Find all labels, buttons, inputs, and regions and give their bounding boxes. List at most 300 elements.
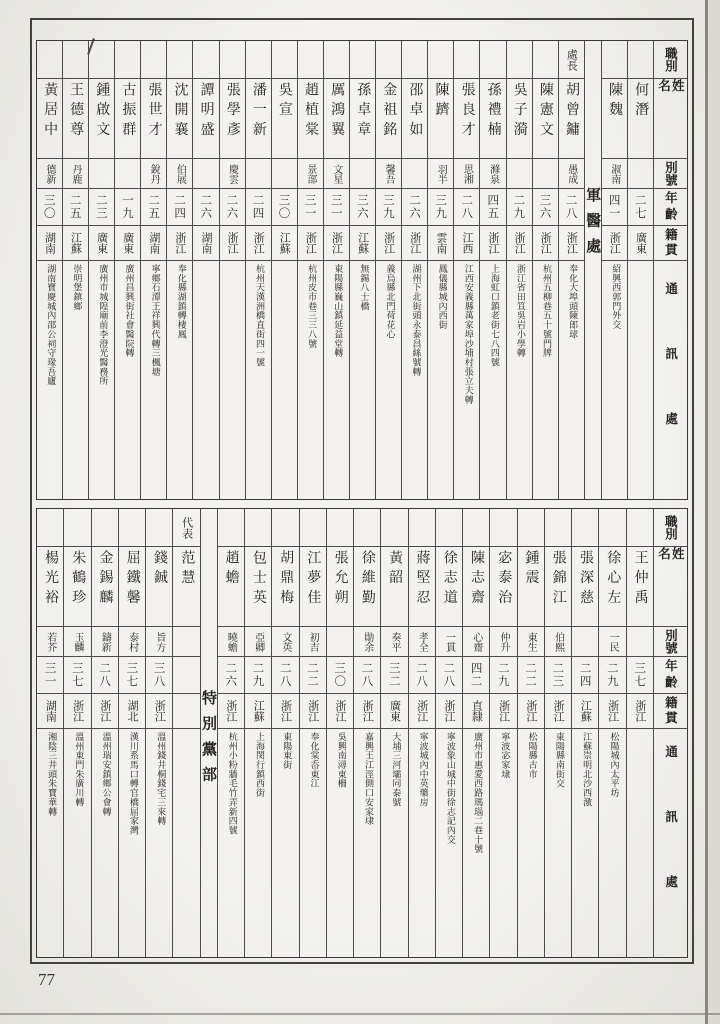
alias-cell: 一民	[599, 627, 625, 657]
origin-cell: 浙江	[92, 694, 118, 729]
address-cell: 東陽縣巍山鎮延益堂轉	[332, 264, 343, 358]
alias-cell	[402, 159, 427, 189]
person-column	[323, 41, 349, 499]
address-cell: 松陽縣古市	[526, 732, 537, 779]
role-cell	[490, 509, 516, 547]
person-column	[558, 41, 584, 499]
role-cell	[381, 509, 407, 547]
alias-cell	[533, 159, 558, 189]
name-cell: 張錦江	[545, 547, 571, 627]
name-cell: 蔣堅忍	[409, 547, 435, 627]
role-cell	[627, 509, 653, 547]
name-cell: 張允朔	[327, 547, 353, 627]
header-name-label: 姓名	[654, 547, 687, 627]
origin-cell: 浙江	[490, 694, 516, 729]
name-cell: 胡鼎梅	[272, 547, 298, 627]
alias-cell: 馨吾	[376, 159, 401, 189]
header-name-label: 姓名	[654, 79, 687, 159]
origin-cell: 浙江	[533, 226, 558, 261]
alias-cell: 羽半	[428, 159, 453, 189]
address-cell: 湘陰三井頭朱寶華轉	[46, 732, 57, 817]
address-cell: 廣州市惠愛西路瑪瑙二巷十號	[472, 732, 483, 854]
age-cell: 二四	[572, 657, 598, 694]
origin-cell: 浙江	[354, 694, 380, 729]
person-column	[349, 41, 375, 499]
alias-cell	[89, 159, 114, 189]
address-cell: 東陽東街	[281, 732, 292, 770]
age-cell: 三一	[324, 189, 349, 226]
age-cell: 二九	[599, 657, 625, 694]
name-cell: 張世才	[141, 79, 166, 159]
alias-cell	[115, 159, 140, 189]
age-cell: 三六	[533, 189, 558, 226]
role-cell	[350, 41, 375, 79]
person-column	[166, 41, 192, 499]
origin-cell: 浙江	[218, 694, 244, 729]
role-cell	[602, 41, 627, 79]
address-cell: 杭州皮市巷三三八號	[306, 264, 317, 349]
role-cell	[402, 41, 427, 79]
person-column	[326, 509, 353, 957]
name-cell: 厲鴻翼	[324, 79, 349, 159]
person-column	[91, 509, 118, 957]
alias-cell: 伯展	[167, 159, 192, 189]
address-cell: 杭州小粉牆毛竹弄新四號	[226, 732, 237, 835]
origin-cell: 直隸	[463, 694, 489, 729]
role-cell	[533, 41, 558, 79]
address-cell: 寧波宓家埭	[499, 732, 510, 779]
person-column	[479, 41, 505, 499]
top-roster-table	[36, 40, 688, 500]
address-cell	[272, 261, 297, 499]
role-cell	[436, 509, 462, 547]
age-cell: 三九	[428, 189, 453, 226]
alias-cell: 文英	[272, 627, 298, 657]
age-cell: 四二	[463, 657, 489, 694]
name-cell: 陳憲文	[533, 79, 558, 159]
section-divider	[200, 509, 217, 957]
address-cell: 寧波象山城中街徐志記內交	[444, 732, 455, 845]
scan-edge-pale-strip	[708, 0, 720, 1024]
address-cell: 杭州天漢洲橋直街四一號	[253, 264, 264, 367]
age-cell: 二八	[92, 657, 118, 694]
age-cell	[173, 657, 199, 694]
person-column	[380, 509, 407, 957]
role-cell	[37, 509, 63, 547]
address-cell	[193, 261, 218, 499]
age-cell: 三二	[381, 657, 407, 694]
alias-cell	[173, 627, 199, 657]
person-column	[145, 509, 172, 957]
address-cell: 溫州瑞安鎮鄉公會轉	[100, 732, 111, 817]
address-cell: 義烏縣北門荷花心	[384, 264, 395, 339]
name-cell: 江夢佳	[300, 547, 326, 627]
name-cell: 王仲禹	[627, 547, 653, 627]
name-cell: 陳躋	[428, 79, 453, 159]
alias-cell	[350, 159, 375, 189]
origin-cell: 浙江	[324, 226, 349, 261]
role-cell	[545, 509, 571, 547]
role-cell	[324, 41, 349, 79]
role-cell	[599, 509, 625, 547]
origin-cell: 浙江	[599, 694, 625, 729]
address-cell: 紹興西郭門外交	[610, 264, 621, 330]
role-cell	[572, 509, 598, 547]
name-cell: 張良才	[454, 79, 479, 159]
person-column	[408, 509, 435, 957]
origin-cell: 湖北	[119, 694, 145, 729]
age-cell: 四五	[480, 189, 505, 226]
role-cell	[409, 509, 435, 547]
alias-cell	[507, 159, 532, 189]
origin-cell: 廣東	[628, 226, 653, 261]
alias-cell: 景部	[298, 159, 323, 189]
origin-cell: 浙江	[545, 694, 571, 729]
name-cell: 孫禮楠	[480, 79, 505, 159]
section-label: 特別黨部	[200, 690, 218, 792]
header-origin-label: 籍貫	[654, 694, 687, 729]
person-column	[299, 509, 326, 957]
role-cell	[518, 509, 544, 547]
alias-cell: 東生	[518, 627, 544, 657]
header-address-label: 通訊處	[663, 281, 679, 477]
bottom-roster-table	[36, 508, 688, 958]
address-cell: 溫州東門朱廣川轉	[73, 732, 84, 807]
person-column	[217, 509, 244, 957]
name-cell: 鍾震	[518, 547, 544, 627]
origin-cell: 浙江	[272, 694, 298, 729]
origin-cell: 江蘇	[350, 226, 375, 261]
origin-cell: 浙江	[300, 694, 326, 729]
person-column	[271, 509, 298, 957]
age-cell: 三七	[627, 657, 653, 694]
scan-bottom-edge-line	[0, 1013, 720, 1015]
name-cell: 徐維勤	[354, 547, 380, 627]
address-cell: 江西安義縣萬家埠沙埔村張立夫轉	[462, 264, 473, 405]
age-cell: 三九	[376, 189, 401, 226]
person-column	[244, 509, 271, 957]
role-cell	[119, 509, 145, 547]
name-cell: 楊光裕	[37, 547, 63, 627]
name-cell: 吳子漪	[507, 79, 532, 159]
name-cell: 黃韶	[381, 547, 407, 627]
alias-cell: 泰村	[119, 627, 145, 657]
origin-cell: 浙江	[507, 226, 532, 261]
role-cell	[37, 41, 62, 79]
person-column	[353, 509, 380, 957]
person-column	[37, 509, 63, 957]
origin-cell: 廣東	[89, 226, 114, 261]
address-cell: 湖州下北街頭永泰昌絲號轉	[410, 264, 421, 377]
name-cell: 陳志齋	[463, 547, 489, 627]
role-cell	[141, 41, 166, 79]
alias-cell: 仲升	[490, 627, 516, 657]
header-age-label: 年齡	[654, 657, 687, 694]
origin-cell: 浙江	[559, 226, 584, 261]
role-cell	[193, 41, 218, 79]
age-cell: 二八	[409, 657, 435, 694]
alias-cell	[246, 159, 271, 189]
origin-cell: 江蘇	[63, 226, 88, 261]
name-cell: 金祖銘	[376, 79, 401, 159]
alias-cell: 初吉	[300, 627, 326, 657]
role-cell	[146, 509, 172, 547]
origin-cell: 浙江	[327, 694, 353, 729]
address-cell: 鳳儀縣城內西街	[436, 264, 447, 330]
address-cell: 漢川系馬口轉官橋屈家灣	[127, 732, 138, 835]
age-cell: 一九	[115, 189, 140, 226]
role-cell	[218, 509, 244, 547]
origin-cell: 廣東	[115, 226, 140, 261]
origin-cell: 浙江	[246, 226, 271, 261]
address-cell: 江蘇崇明北沙西激	[581, 732, 592, 807]
role-cell	[167, 41, 192, 79]
address-cell: 奉化大埠頭陳郎球	[567, 264, 578, 339]
page-number: 77	[38, 970, 55, 989]
origin-cell: 浙江	[436, 694, 462, 729]
origin-cell: 浙江	[480, 226, 505, 261]
role-cell	[454, 41, 479, 79]
header-age-label: 年齡	[654, 189, 687, 226]
age-cell: 二八	[454, 189, 479, 226]
age-cell: 二三	[545, 657, 571, 694]
origin-cell: 浙江	[146, 694, 172, 729]
person-column	[114, 41, 140, 499]
address-cell: 嘉興王江涇側口安家埭	[363, 732, 374, 826]
age-cell: 二九	[507, 189, 532, 226]
address-cell: 上海虹口鎮老街七八四號	[488, 264, 499, 367]
header-role-label: 職別	[654, 41, 687, 79]
alias-cell: 亞卿	[245, 627, 271, 657]
name-cell: 何潛	[628, 79, 653, 159]
origin-cell: 浙江	[602, 226, 627, 261]
header-alias-label: 別號	[654, 627, 687, 657]
age-cell: 二六	[193, 189, 218, 226]
alias-cell	[272, 159, 297, 189]
name-cell: 范慧	[173, 547, 199, 627]
alias-cell: 心齋	[463, 627, 489, 657]
role-cell	[92, 509, 118, 547]
origin-cell: 浙江	[376, 226, 401, 261]
person-column	[140, 41, 166, 499]
name-cell: 趙植棠	[298, 79, 323, 159]
person-column	[118, 509, 145, 957]
person-column	[192, 41, 218, 499]
age-cell: 二三	[89, 189, 114, 226]
alias-cell: 丹鹿	[63, 159, 88, 189]
origin-cell: 浙江	[220, 226, 245, 261]
person-column	[601, 41, 627, 499]
person-column	[435, 509, 462, 957]
name-cell: 孫卓章	[350, 79, 375, 159]
person-column	[172, 509, 199, 957]
origin-cell: 浙江	[402, 226, 427, 261]
person-column	[506, 41, 532, 499]
name-cell: 陳魏	[602, 79, 627, 159]
name-cell: 譚明盛	[193, 79, 218, 159]
role-cell	[298, 41, 323, 79]
role-cell	[354, 509, 380, 547]
age-cell: 二六	[218, 657, 244, 694]
origin-cell	[173, 694, 199, 729]
origin-cell: 浙江	[167, 226, 192, 261]
address-cell: 上海閔行鎮西街	[253, 732, 264, 798]
address-cell: 崇明堡鎮鄉	[71, 264, 82, 311]
origin-cell: 雲南	[428, 226, 453, 261]
alias-cell: 愚成	[559, 159, 584, 189]
person-column	[375, 41, 401, 499]
address-cell: 無錫八士橋	[358, 264, 369, 311]
header-origin-label: 籍貫	[654, 226, 687, 261]
name-cell: 金錫麟	[92, 547, 118, 627]
age-cell: 三六	[350, 189, 375, 226]
origin-cell: 浙江	[518, 694, 544, 729]
address-cell	[173, 729, 199, 957]
name-cell: 潘一新	[246, 79, 271, 159]
address-cell: 杭州五柳巷五十號門牌	[541, 264, 552, 358]
alias-cell: 奏平	[381, 627, 407, 657]
section-divider	[584, 41, 601, 499]
name-cell: 包士英	[245, 547, 271, 627]
age-cell: 二四	[167, 189, 192, 226]
role-cell	[272, 509, 298, 547]
name-cell: 邵卓如	[402, 79, 427, 159]
age-cell: 三〇	[272, 189, 297, 226]
name-cell: 屈鐵馨	[119, 547, 145, 627]
age-cell: 二四	[246, 189, 271, 226]
alias-cell: 伯熙	[545, 627, 571, 657]
age-cell: 二八	[354, 657, 380, 694]
age-cell: 二九	[490, 657, 516, 694]
age-cell: 三八	[146, 657, 172, 694]
alias-cell: 玉麟	[64, 627, 90, 657]
person-column	[532, 41, 558, 499]
person-column	[626, 509, 653, 957]
origin-cell: 浙江	[64, 694, 90, 729]
age-cell: 三一	[37, 657, 63, 694]
origin-cell: 江蘇	[272, 226, 297, 261]
alias-cell: 思湘	[454, 159, 479, 189]
alias-cell: 一貫	[436, 627, 462, 657]
role-cell	[115, 41, 140, 79]
name-cell: 胡曾鏞	[559, 79, 584, 159]
address-cell	[628, 261, 653, 499]
alias-cell: 銳丹	[141, 159, 166, 189]
person-column	[489, 509, 516, 957]
role-cell	[300, 509, 326, 547]
alias-cell	[327, 627, 353, 657]
role-cell	[507, 41, 532, 79]
role-cell	[327, 509, 353, 547]
role-cell: 處長	[559, 41, 584, 79]
person-column	[297, 41, 323, 499]
person-column	[62, 41, 88, 499]
name-cell: 錢鋮	[146, 547, 172, 627]
role-cell	[63, 41, 88, 79]
origin-cell: 湖南	[37, 694, 63, 729]
alias-cell	[628, 159, 653, 189]
age-cell: 三一	[298, 189, 323, 226]
address-cell: 松陽城內太平坊	[608, 732, 619, 798]
name-cell: 張深慈	[572, 547, 598, 627]
name-cell: 趙蟾	[218, 547, 244, 627]
age-cell: 三七	[64, 657, 90, 694]
person-column	[627, 41, 653, 499]
origin-cell: 湖南	[141, 226, 166, 261]
age-cell: 四一	[602, 189, 627, 226]
address-cell: 大埔三河壩同泰號	[390, 732, 401, 807]
person-column	[63, 509, 90, 957]
role-cell	[246, 41, 271, 79]
alias-cell	[627, 627, 653, 657]
age-cell: 二五	[63, 189, 88, 226]
name-cell: 宓泰治	[490, 547, 516, 627]
person-column	[571, 509, 598, 957]
origin-cell: 湖南	[193, 226, 218, 261]
person-column	[544, 509, 571, 957]
person-column	[271, 41, 297, 499]
alias-cell	[572, 627, 598, 657]
header-role-label: 職別	[654, 509, 687, 547]
origin-cell: 浙江	[298, 226, 323, 261]
age-cell: 二五	[141, 189, 166, 226]
address-cell: 東陽縣南街交	[553, 732, 564, 789]
role-cell: 代表	[173, 509, 199, 547]
header-address-label: 通訊處	[663, 744, 679, 940]
address-cell: 寧鄉石潭王祥興代轉三楓塘	[149, 264, 160, 377]
role-cell	[463, 509, 489, 547]
alias-cell: 慶雲	[220, 159, 245, 189]
age-cell: 三七	[119, 657, 145, 694]
alias-cell: 旨方	[146, 627, 172, 657]
role-cell	[376, 41, 401, 79]
origin-cell: 浙江	[627, 694, 653, 729]
role-cell	[428, 41, 453, 79]
age-cell: 二六	[402, 189, 427, 226]
person-column	[462, 509, 489, 957]
address-cell	[220, 261, 245, 499]
alias-cell: 淑南	[602, 159, 627, 189]
age-cell: 二八	[272, 657, 298, 694]
alias-cell: 曉蟾	[218, 627, 244, 657]
name-cell: 張學彥	[220, 79, 245, 159]
alias-cell: 若芥	[37, 627, 63, 657]
alias-cell: 孝全	[409, 627, 435, 657]
name-cell: 徐志道	[436, 547, 462, 627]
alias-cell	[193, 159, 218, 189]
alias-cell: 鑄新	[92, 627, 118, 657]
role-cell	[480, 41, 505, 79]
person-column	[88, 41, 114, 499]
name-cell: 沈開襄	[167, 79, 192, 159]
address-cell: 奉化縣湖鎮轉棲鳳	[175, 264, 186, 339]
name-cell: 徐心左	[599, 547, 625, 627]
address-cell: 吳興南潯東柵	[335, 732, 346, 789]
person-column	[517, 509, 544, 957]
age-cell: 二七	[628, 189, 653, 226]
origin-cell: 江蘇	[572, 694, 598, 729]
name-cell: 王德尊	[63, 79, 88, 159]
origin-cell: 江蘇	[245, 694, 271, 729]
age-cell: 二八	[436, 657, 462, 694]
person-column	[37, 41, 62, 499]
role-cell	[89, 41, 114, 79]
name-cell: 鍾啟文	[89, 79, 114, 159]
alias-cell: 滌泉	[480, 159, 505, 189]
role-cell	[245, 509, 271, 547]
address-cell: 浙江省田笪吳岩小學轉	[514, 264, 525, 358]
scan-right-edge-line	[705, 0, 708, 1024]
